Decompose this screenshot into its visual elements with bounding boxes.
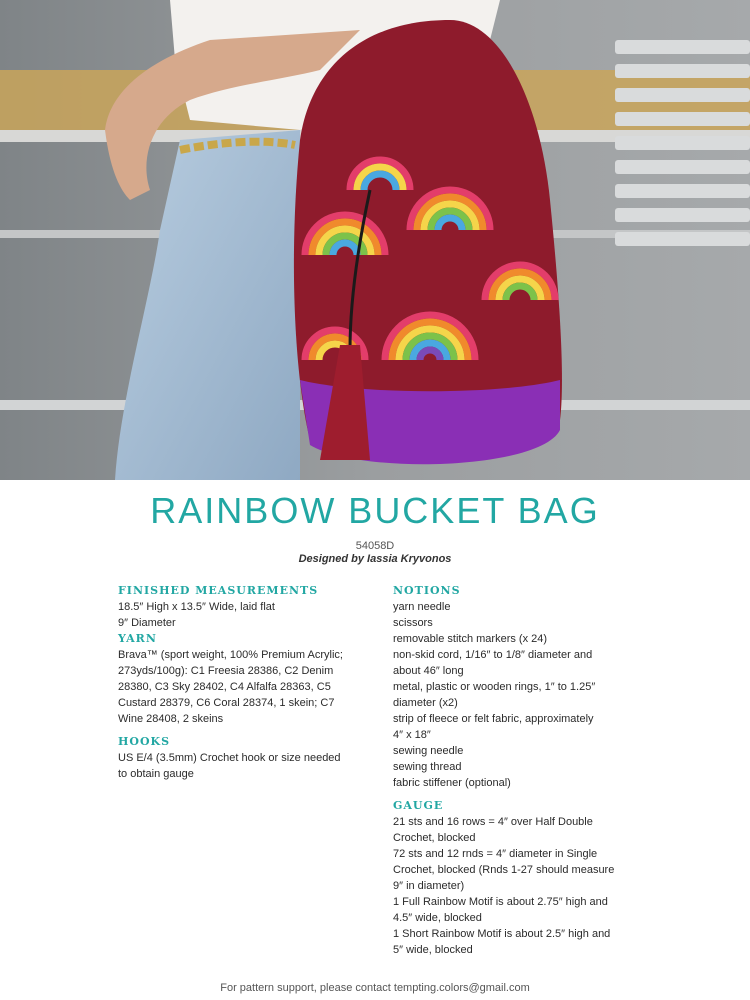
text-line: non-skid cord, 1/16″ to 1/8″ diameter and — [393, 649, 593, 661]
text-line: Crochet, blocked (Rnds 1-27 should measure — [393, 864, 615, 876]
text-line: to obtain gauge — [118, 768, 194, 780]
notions-section — [393, 583, 643, 791]
left-column — [118, 583, 368, 782]
text-line: 9″ in diameter) — [393, 880, 465, 892]
text-line: about 46″ long — [393, 665, 464, 677]
right-column — [393, 583, 643, 958]
text-line: US E/4 (3.5mm) Crochet hook or size needed — [118, 752, 341, 764]
text-line: 21 sts and 16 rows = 4″ over Half Double — [393, 816, 593, 828]
text-line: 1 Full Rainbow Motif is about 2.75″ high and — [393, 896, 608, 908]
text-line: 5″ wide, blocked — [393, 944, 473, 956]
text-line: sewing thread — [393, 761, 462, 773]
section-heading: YARN — [118, 632, 157, 645]
section-heading: HOOKS — [118, 735, 171, 748]
section-heading: NOTIONS — [393, 584, 461, 597]
text-line: diameter (x2) — [393, 697, 458, 709]
text-line: Brava™ (sport weight, 100% Premium Acrylic; — [118, 649, 343, 661]
text-line: metal, plastic or wooden rings, 1″ to 1.25″ — [393, 681, 596, 693]
text-line: 4.5″ wide, blocked — [393, 912, 482, 924]
text-line: Crochet, blocked — [393, 832, 476, 844]
text-line: 4″ x 18″ — [393, 729, 431, 741]
text-line: Wine 28408, 2 skeins — [118, 713, 224, 725]
finished-measurements-section — [118, 583, 368, 631]
text-line: 28380, C3 Sky 28402, C4 Alfalfa 28363, C5 — [118, 681, 331, 693]
text-line: yarn needle — [393, 601, 451, 613]
support-footer: For pattern support, please contact tempting.colors@gmail.com — [220, 982, 530, 994]
text-line: scissors — [393, 617, 433, 629]
section-heading: GAUGE — [393, 799, 444, 812]
text-line: 273yds/100g): C1 Freesia 28386, C2 Denim — [118, 665, 334, 677]
pattern-code: 54058D — [355, 540, 395, 552]
text-line: strip of fleece or felt fabric, approximately — [393, 713, 594, 725]
yarn-section — [118, 631, 368, 727]
text-line: removable stitch markers (x 24) — [393, 633, 548, 645]
text-line: 1 Short Rainbow Motif is about 2.5″ high and — [393, 928, 611, 940]
bag-photo-illustration — [0, 0, 750, 480]
text-line: 9″ Diameter — [118, 617, 176, 629]
text-line: sewing needle — [393, 745, 464, 757]
text-line: 72 sts and 12 rnds = 4″ diameter in Single — [393, 848, 598, 860]
hooks-section — [118, 734, 368, 782]
page-title: RAINBOW BUCKET BAG — [150, 490, 600, 531]
text-line: 18.5″ High x 13.5″ Wide, laid flat — [118, 601, 275, 613]
designer-credit: Designed by Iassia Kryvonos — [298, 553, 452, 565]
text-line: fabric stiffener (optional) — [393, 777, 511, 789]
product-photo — [0, 0, 750, 480]
gauge-section — [393, 798, 643, 958]
text-line: Custard 28379, C6 Coral 28374, 1 skein; C7 — [118, 697, 335, 709]
section-heading: FINISHED MEASUREMENTS — [118, 584, 319, 597]
